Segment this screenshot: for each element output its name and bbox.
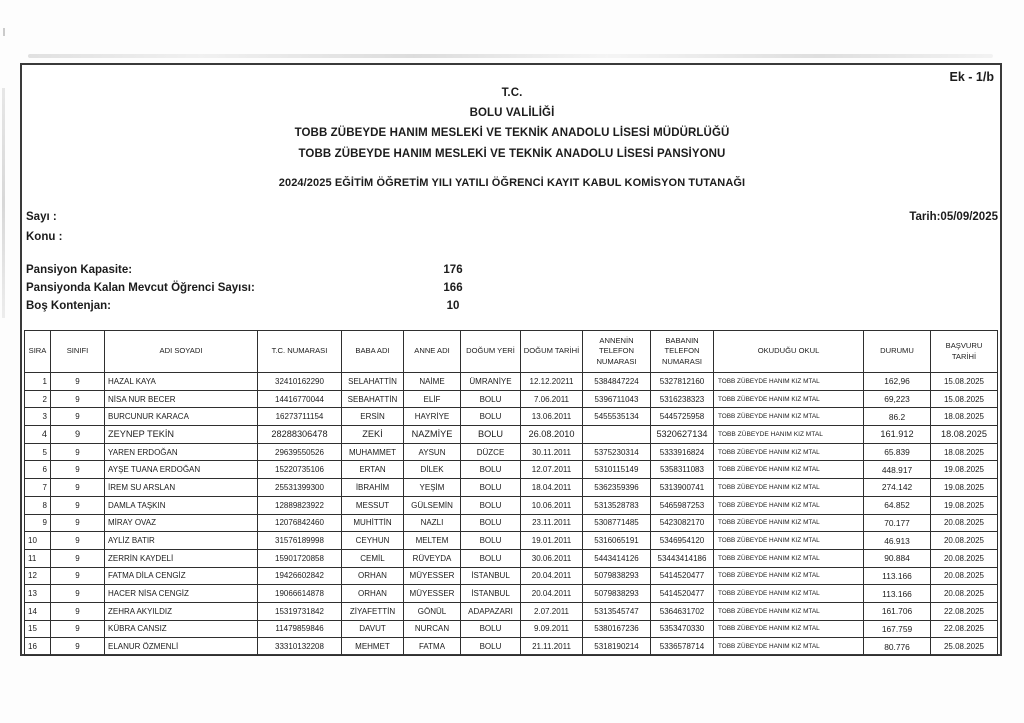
cell-durumu: 274.142 [864, 479, 931, 497]
table-row [25, 532, 998, 550]
cell-basvuru: 20.08.2025 [931, 585, 998, 603]
cell-baba_tel: 5320627134 [651, 426, 714, 444]
current-students-label: Pansiyonda Kalan Mevcut Öğrenci Sayısı: [26, 282, 255, 294]
table-row [25, 567, 998, 585]
cell-dogum_tarihi: 7.06.2011 [521, 390, 583, 408]
cell-anne: RÜVEYDA [404, 549, 461, 567]
cell-anne_tel: 5318190214 [583, 638, 651, 656]
cell-baba: SEBAHATTİN [342, 390, 404, 408]
cell-okul: TOBB ZÜBEYDE HANIM KIZ MTAL [714, 514, 864, 532]
cell-dogum_tarihi: 9.09.2011 [521, 620, 583, 638]
cell-dogum_yeri: BOLU [461, 496, 521, 514]
cell-baba_tel: 53443414186 [651, 549, 714, 567]
cell-tc: 14416770044 [258, 390, 342, 408]
cell-baba: CEMİL [342, 549, 404, 567]
cell-baba_tel: 5327812160 [651, 373, 714, 391]
cell-adi_soyadi: YAREN ERDOĞAN [105, 443, 258, 461]
cell-durumu: 113.166 [864, 585, 931, 603]
cell-dogum_tarihi: 30.11.2011 [521, 443, 583, 461]
cell-adi_soyadi: NİSA NUR BECER [105, 390, 258, 408]
cell-okul: TOBB ZÜBEYDE HANIM KIZ MTAL [714, 408, 864, 426]
cell-basvuru: 25.08.2025 [931, 638, 998, 656]
cell-sira: 15 [25, 620, 51, 638]
cell-durumu: 448.917 [864, 461, 931, 479]
cell-dogum_yeri: BOLU [461, 408, 521, 426]
table-row [25, 585, 998, 603]
document-title: 2024/2025 EĞİTİM ÖĞRETİM YILI YATILI ÖĞRENCİ KAYIT KABUL KOMİSYON TUTANAĞI [278, 177, 746, 189]
cell-baba_tel: 5423082170 [651, 514, 714, 532]
cell-baba_tel: 5364631702 [651, 602, 714, 620]
cell-adi_soyadi: BURCUNUR KARACA [105, 408, 258, 426]
cell-baba_tel: 5333916824 [651, 443, 714, 461]
cell-dogum_yeri: BOLU [461, 532, 521, 550]
cell-okul: TOBB ZÜBEYDE HANIM KIZ MTAL [714, 373, 864, 391]
scan-artifact-tick [3, 28, 5, 36]
col-header-sinifi: SINIFI [51, 331, 105, 373]
cell-anne_tel: 5384847224 [583, 373, 651, 391]
header-line-tc: T.C. [501, 87, 523, 99]
cell-basvuru: 18.08.2025 [931, 443, 998, 461]
cell-anne: AYSUN [404, 443, 461, 461]
cell-dogum_yeri: BOLU [461, 620, 521, 638]
cell-baba_tel: 5346954120 [651, 532, 714, 550]
table-row [25, 426, 998, 444]
cell-okul: TOBB ZÜBEYDE HANIM KIZ MTAL [714, 496, 864, 514]
cell-dogum_yeri: İSTANBUL [461, 585, 521, 603]
sayi-label: Sayı : [26, 211, 57, 223]
cell-baba: ERTAN [342, 461, 404, 479]
cell-anne: NURCAN [404, 620, 461, 638]
cell-basvuru: 18.08.2025 [931, 408, 998, 426]
cell-basvuru: 22.08.2025 [931, 602, 998, 620]
cell-okul: TOBB ZÜBEYDE HANIM KIZ MTAL [714, 443, 864, 461]
table-body [25, 373, 998, 656]
cell-tc: 15901720858 [258, 549, 342, 567]
cell-dogum_tarihi: 21.11.2011 [521, 638, 583, 656]
cell-anne: YEŞİM [404, 479, 461, 497]
cell-sira: 7 [25, 479, 51, 497]
table-row [25, 443, 998, 461]
table-row [25, 408, 998, 426]
cell-adi_soyadi: AYŞE TUANA ERDOĞAN [105, 461, 258, 479]
cell-baba: İBRAHİM [342, 479, 404, 497]
cell-basvuru: 19.08.2025 [931, 461, 998, 479]
cell-tc: 19426602842 [258, 567, 342, 585]
cell-sinifi: 9 [51, 426, 105, 444]
cell-sinifi: 9 [51, 443, 105, 461]
cell-dogum_yeri: BOLU [461, 638, 521, 656]
cell-sira: 1 [25, 373, 51, 391]
cell-tc: 12076842460 [258, 514, 342, 532]
cell-sinifi: 9 [51, 373, 105, 391]
cell-basvuru: 20.08.2025 [931, 549, 998, 567]
vacancy-value: 10 [446, 300, 460, 312]
cell-sira: 6 [25, 461, 51, 479]
header-line-valilik: BOLU VALİLİĞİ [469, 107, 555, 119]
cell-adi_soyadi: MİRAY OVAZ [105, 514, 258, 532]
table-row [25, 602, 998, 620]
cell-adi_soyadi: HAZAL KAYA [105, 373, 258, 391]
cell-baba_tel: 5414520477 [651, 567, 714, 585]
cell-dogum_tarihi: 19.01.2011 [521, 532, 583, 550]
date-label: Tarih:05/09/2025 [909, 211, 998, 223]
cell-baba: MUHİTTİN [342, 514, 404, 532]
col-header-tc: T.C. NUMARASI [258, 331, 342, 373]
col-header-sira: SIRA [25, 331, 51, 373]
cell-anne_tel [583, 426, 651, 444]
cell-dogum_tarihi: 20.04.2011 [521, 585, 583, 603]
cell-anne: NAZMİYE [404, 426, 461, 444]
cell-durumu: 70.177 [864, 514, 931, 532]
table-row [25, 390, 998, 408]
cell-baba_tel: 5316238323 [651, 390, 714, 408]
cell-anne_tel: 5310115149 [583, 461, 651, 479]
table-row [25, 373, 998, 391]
cell-tc: 32410162290 [258, 373, 342, 391]
col-header-anne_tel: ANNENİN TELEFON NUMARASI [583, 331, 651, 373]
cell-anne: ELİF [404, 390, 461, 408]
cell-anne_tel: 5362359396 [583, 479, 651, 497]
cell-dogum_tarihi: 18.04.2011 [521, 479, 583, 497]
cell-basvuru: 19.08.2025 [931, 496, 998, 514]
cell-baba: CEYHUN [342, 532, 404, 550]
cell-sinifi: 9 [51, 461, 105, 479]
cell-anne: GÖNÜL [404, 602, 461, 620]
cell-basvuru: 20.08.2025 [931, 514, 998, 532]
col-header-adi_soyadi: ADI SOYADI [105, 331, 258, 373]
col-header-anne: ANNE ADI [404, 331, 461, 373]
cell-okul: TOBB ZÜBEYDE HANIM KIZ MTAL [714, 461, 864, 479]
cell-anne: MÜYESSER [404, 585, 461, 603]
cell-anne_tel: 5308771485 [583, 514, 651, 532]
cell-baba: MUHAMMET [342, 443, 404, 461]
table-row [25, 479, 998, 497]
cell-basvuru: 15.08.2025 [931, 373, 998, 391]
cell-baba: ORHAN [342, 567, 404, 585]
current-students-value: 166 [443, 282, 463, 294]
cell-durumu: 65.839 [864, 443, 931, 461]
cell-okul: TOBB ZÜBEYDE HANIM KIZ MTAL [714, 426, 864, 444]
cell-adi_soyadi: ZEHRA AKYILDIZ [105, 602, 258, 620]
cell-anne_tel: 5079838293 [583, 585, 651, 603]
cell-baba_tel: 5445725958 [651, 408, 714, 426]
cell-dogum_tarihi: 2.07.2011 [521, 602, 583, 620]
cell-anne_tel: 5313545747 [583, 602, 651, 620]
cell-baba: ERSİN [342, 408, 404, 426]
cell-anne_tel: 5079838293 [583, 567, 651, 585]
cell-sira: 11 [25, 549, 51, 567]
cell-tc: 11479859846 [258, 620, 342, 638]
cell-dogum_tarihi: 10.06.2011 [521, 496, 583, 514]
vacancy-label: Boş Kontenjan: [26, 300, 111, 312]
cell-okul: TOBB ZÜBEYDE HANIM KIZ MTAL [714, 638, 864, 656]
cell-dogum_tarihi: 20.04.2011 [521, 567, 583, 585]
cell-adi_soyadi: FATMA DİLA CENGİZ [105, 567, 258, 585]
cell-dogum_yeri: ADAPAZARI [461, 602, 521, 620]
cell-sira: 4 [25, 426, 51, 444]
cell-baba_tel: 5414520477 [651, 585, 714, 603]
cell-dogum_yeri: ÜMRANİYE [461, 373, 521, 391]
col-header-dogum_tarihi: DOĞUM TARİHİ [521, 331, 583, 373]
capacity-label: Pansiyon Kapasite: [26, 264, 133, 276]
header-line-pansiyon: TOBB ZÜBEYDE HANIM MESLEKİ VE TEKNİK ANADOLU LİSESİ PANSİYONU [298, 148, 726, 160]
cell-sinifi: 9 [51, 479, 105, 497]
cell-okul: TOBB ZÜBEYDE HANIM KIZ MTAL [714, 390, 864, 408]
cell-tc: 16273711154 [258, 408, 342, 426]
table-row [25, 620, 998, 638]
cell-baba_tel: 5358311083 [651, 461, 714, 479]
scan-artifact-left [2, 88, 5, 318]
cell-anne: GÜLSEMİN [404, 496, 461, 514]
cell-adi_soyadi: ELANUR ÖZMENLİ [105, 638, 258, 656]
cell-sira: 9 [25, 514, 51, 532]
cell-dogum_tarihi: 26.08.2010 [521, 426, 583, 444]
cell-okul: TOBB ZÜBEYDE HANIM KIZ MTAL [714, 549, 864, 567]
cell-tc: 15319731842 [258, 602, 342, 620]
cell-tc: 29639550526 [258, 443, 342, 461]
cell-anne_tel: 5455535134 [583, 408, 651, 426]
cell-dogum_tarihi: 30.06.2011 [521, 549, 583, 567]
cell-sinifi: 9 [51, 585, 105, 603]
cell-dogum_tarihi: 23.11.2011 [521, 514, 583, 532]
cell-sinifi: 9 [51, 408, 105, 426]
cell-baba_tel: 5465987253 [651, 496, 714, 514]
cell-basvuru: 22.08.2025 [931, 620, 998, 638]
cell-tc: 19066614878 [258, 585, 342, 603]
table-row [25, 549, 998, 567]
cell-sinifi: 9 [51, 496, 105, 514]
cell-baba: DAVUT [342, 620, 404, 638]
cell-sira: 10 [25, 532, 51, 550]
cell-sinifi: 9 [51, 567, 105, 585]
cell-anne_tel: 5380167236 [583, 620, 651, 638]
capacity-value: 176 [443, 264, 463, 276]
scan-artifact-top [28, 54, 993, 58]
cell-tc: 28288306478 [258, 426, 342, 444]
cell-durumu: 113.166 [864, 567, 931, 585]
cell-adi_soyadi: ZEYNEP TEKİN [105, 426, 258, 444]
cell-sira: 5 [25, 443, 51, 461]
cell-anne_tel: 5396711043 [583, 390, 651, 408]
cell-tc: 15220735106 [258, 461, 342, 479]
cell-anne: DİLEK [404, 461, 461, 479]
cell-dogum_yeri: BOLU [461, 479, 521, 497]
konu-label: Konu : [26, 231, 63, 243]
cell-tc: 25531399300 [258, 479, 342, 497]
cell-dogum_yeri: BOLU [461, 514, 521, 532]
cell-durumu: 90.884 [864, 549, 931, 567]
col-header-basvuru: BAŞVURU TARİHİ [931, 331, 998, 373]
cell-adi_soyadi: HACER NİSA CENGİZ [105, 585, 258, 603]
annex-label: Ek - 1/b [949, 70, 994, 84]
col-header-durumu: DURUMU [864, 331, 931, 373]
cell-durumu: 64.852 [864, 496, 931, 514]
cell-baba: MEHMET [342, 638, 404, 656]
cell-sinifi: 9 [51, 638, 105, 656]
student-roster-table [24, 330, 998, 656]
cell-baba: MESSUT [342, 496, 404, 514]
col-header-dogum_yeri: DOĞUM YERİ [461, 331, 521, 373]
cell-anne_tel: 5375230314 [583, 443, 651, 461]
cell-adi_soyadi: ZERRİN KAYDELİ [105, 549, 258, 567]
cell-adi_soyadi: KÜBRA CANSIZ [105, 620, 258, 638]
cell-anne: HAYRİYE [404, 408, 461, 426]
cell-sira: 8 [25, 496, 51, 514]
col-header-baba_tel: BABANIN TELEFON NUMARASI [651, 331, 714, 373]
cell-anne_tel: 5443414126 [583, 549, 651, 567]
cell-durumu: 162,96 [864, 373, 931, 391]
cell-durumu: 86.2 [864, 408, 931, 426]
cell-sira: 16 [25, 638, 51, 656]
table-row [25, 496, 998, 514]
cell-durumu: 69,223 [864, 390, 931, 408]
cell-durumu: 167.759 [864, 620, 931, 638]
cell-basvuru: 20.08.2025 [931, 567, 998, 585]
cell-anne: MELTEM [404, 532, 461, 550]
cell-okul: TOBB ZÜBEYDE HANIM KIZ MTAL [714, 567, 864, 585]
cell-dogum_yeri: BOLU [461, 461, 521, 479]
cell-dogum_yeri: İSTANBUL [461, 567, 521, 585]
cell-anne: MÜYESSER [404, 567, 461, 585]
cell-anne_tel: 5313528783 [583, 496, 651, 514]
table-row [25, 461, 998, 479]
cell-anne: NAZLI [404, 514, 461, 532]
cell-sira: 13 [25, 585, 51, 603]
cell-sinifi: 9 [51, 390, 105, 408]
header-line-mudurluk: TOBB ZÜBEYDE HANIM MESLEKİ VE TEKNİK ANADOLU LİSESİ MÜDÜRLÜĞÜ [294, 127, 730, 139]
cell-sira: 3 [25, 408, 51, 426]
cell-basvuru: 18.08.2025 [931, 426, 998, 444]
cell-okul: TOBB ZÜBEYDE HANIM KIZ MTAL [714, 479, 864, 497]
cell-durumu: 46.913 [864, 532, 931, 550]
cell-okul: TOBB ZÜBEYDE HANIM KIZ MTAL [714, 585, 864, 603]
cell-baba: ZİYAFETTİN [342, 602, 404, 620]
cell-baba: ORHAN [342, 585, 404, 603]
cell-okul: TOBB ZÜBEYDE HANIM KIZ MTAL [714, 602, 864, 620]
col-header-okul: OKUDUĞU OKUL [714, 331, 864, 373]
cell-basvuru: 20.08.2025 [931, 532, 998, 550]
cell-tc: 33310132208 [258, 638, 342, 656]
cell-durumu: 161.706 [864, 602, 931, 620]
cell-baba_tel: 5353470330 [651, 620, 714, 638]
cell-baba: ZEKİ [342, 426, 404, 444]
cell-sinifi: 9 [51, 602, 105, 620]
cell-sira: 14 [25, 602, 51, 620]
cell-sira: 12 [25, 567, 51, 585]
cell-adi_soyadi: İREM SU ARSLAN [105, 479, 258, 497]
table-row [25, 514, 998, 532]
table-row [25, 638, 998, 656]
cell-dogum_tarihi: 12.07.2011 [521, 461, 583, 479]
cell-dogum_yeri: BOLU [461, 426, 521, 444]
cell-durumu: 161.912 [864, 426, 931, 444]
cell-dogum_tarihi: 12.12.20211 [521, 373, 583, 391]
cell-tc: 31576189998 [258, 532, 342, 550]
cell-baba: SELAHATTİN [342, 373, 404, 391]
cell-dogum_yeri: BOLU [461, 390, 521, 408]
cell-dogum_yeri: DÜZCE [461, 443, 521, 461]
cell-adi_soyadi: AYLİZ BATIR [105, 532, 258, 550]
cell-okul: TOBB ZÜBEYDE HANIM KIZ MTAL [714, 620, 864, 638]
cell-anne: NAİME [404, 373, 461, 391]
cell-sinifi: 9 [51, 620, 105, 638]
col-header-baba: BABA ADI [342, 331, 404, 373]
cell-okul: TOBB ZÜBEYDE HANIM KIZ MTAL [714, 532, 864, 550]
cell-sinifi: 9 [51, 549, 105, 567]
table-header-row [25, 331, 998, 373]
cell-baba_tel: 5336578714 [651, 638, 714, 656]
cell-adi_soyadi: DAMLA TAŞKIN [105, 496, 258, 514]
cell-anne: FATMA [404, 638, 461, 656]
cell-baba_tel: 5313900741 [651, 479, 714, 497]
cell-tc: 12889823922 [258, 496, 342, 514]
cell-dogum_yeri: BOLU [461, 549, 521, 567]
cell-basvuru: 19.08.2025 [931, 479, 998, 497]
cell-basvuru: 15.08.2025 [931, 390, 998, 408]
cell-sinifi: 9 [51, 532, 105, 550]
cell-anne_tel: 5316065191 [583, 532, 651, 550]
cell-sira: 2 [25, 390, 51, 408]
cell-dogum_tarihi: 13.06.2011 [521, 408, 583, 426]
cell-durumu: 80.776 [864, 638, 931, 656]
cell-sinifi: 9 [51, 514, 105, 532]
